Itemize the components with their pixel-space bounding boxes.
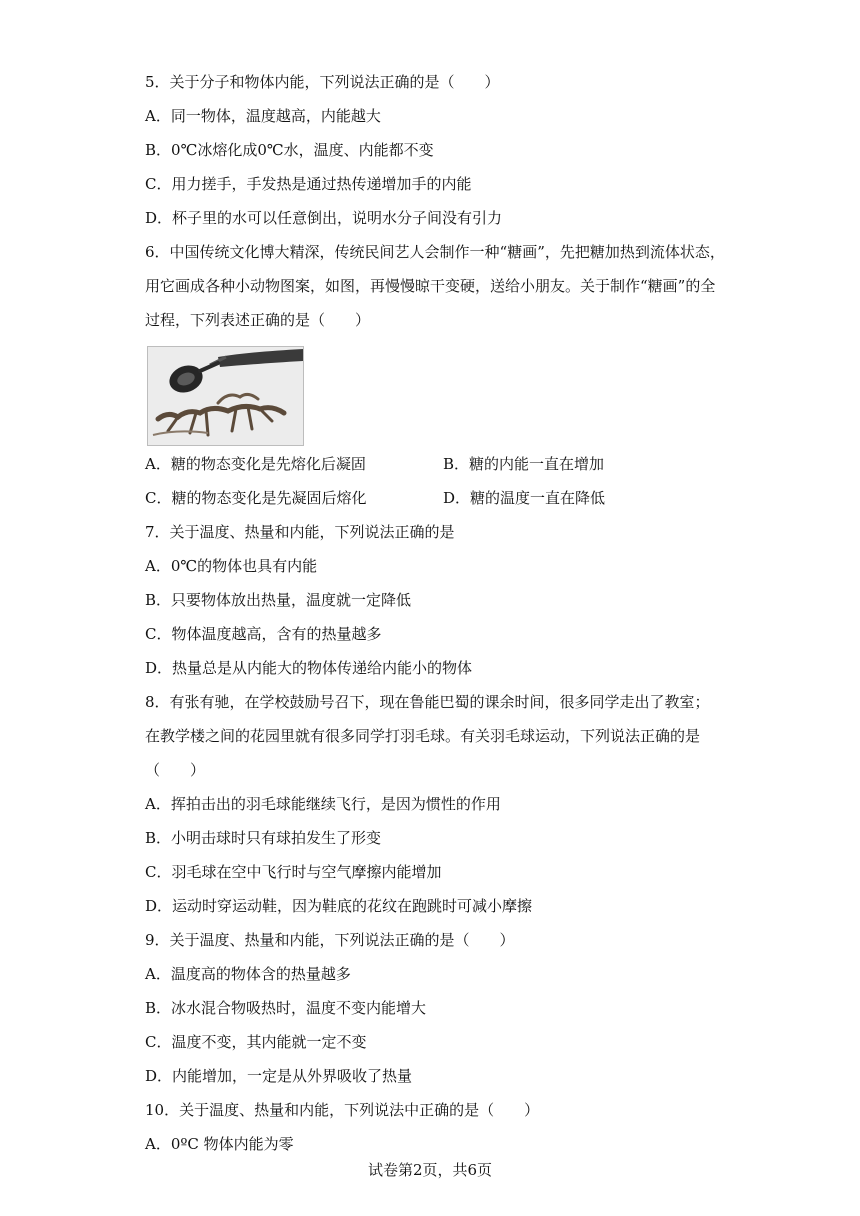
sugar-painting-image xyxy=(148,347,303,445)
q6-stem-line-2: 用它画成各种小动物图案，如图，再慢慢晾干变硬，送给小朋友。关于制作“糖画”的全 xyxy=(145,277,716,295)
q10-stem: 10．关于温度、热量和内能，下列说法中正确的是（ ） xyxy=(145,1101,540,1119)
q9-option-a: A．温度高的物体含的热量越多 xyxy=(145,965,351,983)
q9-option-c: C．温度不变，其内能就一定不变 xyxy=(145,1033,367,1051)
q8-option-d: D．运动时穿运动鞋，因为鞋底的花纹在跑跳时可减小摩擦 xyxy=(145,897,533,915)
q5-option-a: A．同一物体，温度越高，内能越大 xyxy=(145,107,381,125)
page-footer: 试卷第2页，共6页 xyxy=(367,1161,493,1179)
q6-stem-line-1: 6．中国传统文化博大精深，传统民间艺人会制作一种“糖画”，先把糖加热到流体状态， xyxy=(145,243,725,261)
q6-option-b: B．糖的内能一直在增加 xyxy=(443,455,605,473)
q6-option-c: C．糖的物态变化是先凝固后熔化 xyxy=(145,489,367,507)
q7-stem: 7．关于温度、热量和内能，下列说法正确的是 xyxy=(145,523,455,541)
q6-option-d: D．糖的温度一直在降低 xyxy=(443,489,606,507)
q6-option-a: A．糖的物态变化是先熔化后凝固 xyxy=(145,455,366,473)
q7-option-c: C．物体温度越高，含有的热量越多 xyxy=(145,625,382,643)
q8-stem-line-2: 在教学楼之间的花园里就有很多同学打羽毛球。有关羽毛球运动，下列说法正确的是 xyxy=(145,727,701,745)
q9-option-b: B．冰水混合物吸热时，温度不变内能增大 xyxy=(145,999,427,1017)
q7-option-d: D．热量总是从内能大的物体传递给内能小的物体 xyxy=(145,659,473,677)
q7-option-b: B．只要物体放出热量，温度就一定降低 xyxy=(145,591,412,609)
q8-option-a: A．挥拍击出的羽毛球能继续飞行，是因为惯性的作用 xyxy=(145,795,501,813)
sugar-painting-photo xyxy=(147,346,304,446)
q10-option-a: A．0ºC 物体内能为零 xyxy=(145,1135,294,1153)
q9-stem: 9．关于温度、热量和内能，下列说法正确的是（ ） xyxy=(145,931,515,949)
q7-option-a: A．0℃的物体也具有内能 xyxy=(145,557,318,575)
q5-option-b: B．0℃冰熔化成0℃水，温度、内能都不变 xyxy=(145,141,434,159)
q8-option-c: C．羽毛球在空中飞行时与空气摩擦内能增加 xyxy=(145,863,442,881)
q8-stem-line-1: 8．有张有驰，在学校鼓励号召下，现在鲁能巴蜀的课余时间，很多同学走出了教室； xyxy=(145,693,710,711)
q9-option-d: D．内能增加，一定是从外界吸收了热量 xyxy=(145,1067,413,1085)
q5-stem: 5．关于分子和物体内能，下列说法正确的是（ ） xyxy=(145,73,500,91)
q5-option-d: D．杯子里的水可以任意倒出，说明水分子间没有引力 xyxy=(145,209,503,227)
q5-option-c: C．用力搓手，手发热是通过热传递增加手的内能 xyxy=(145,175,472,193)
q6-stem-line-3: 过程，下列表述正确的是（ ） xyxy=(145,311,371,329)
q8-option-b: B．小明击球时只有球拍发生了形变 xyxy=(145,829,382,847)
q8-stem-line-3: （ ） xyxy=(145,761,206,779)
